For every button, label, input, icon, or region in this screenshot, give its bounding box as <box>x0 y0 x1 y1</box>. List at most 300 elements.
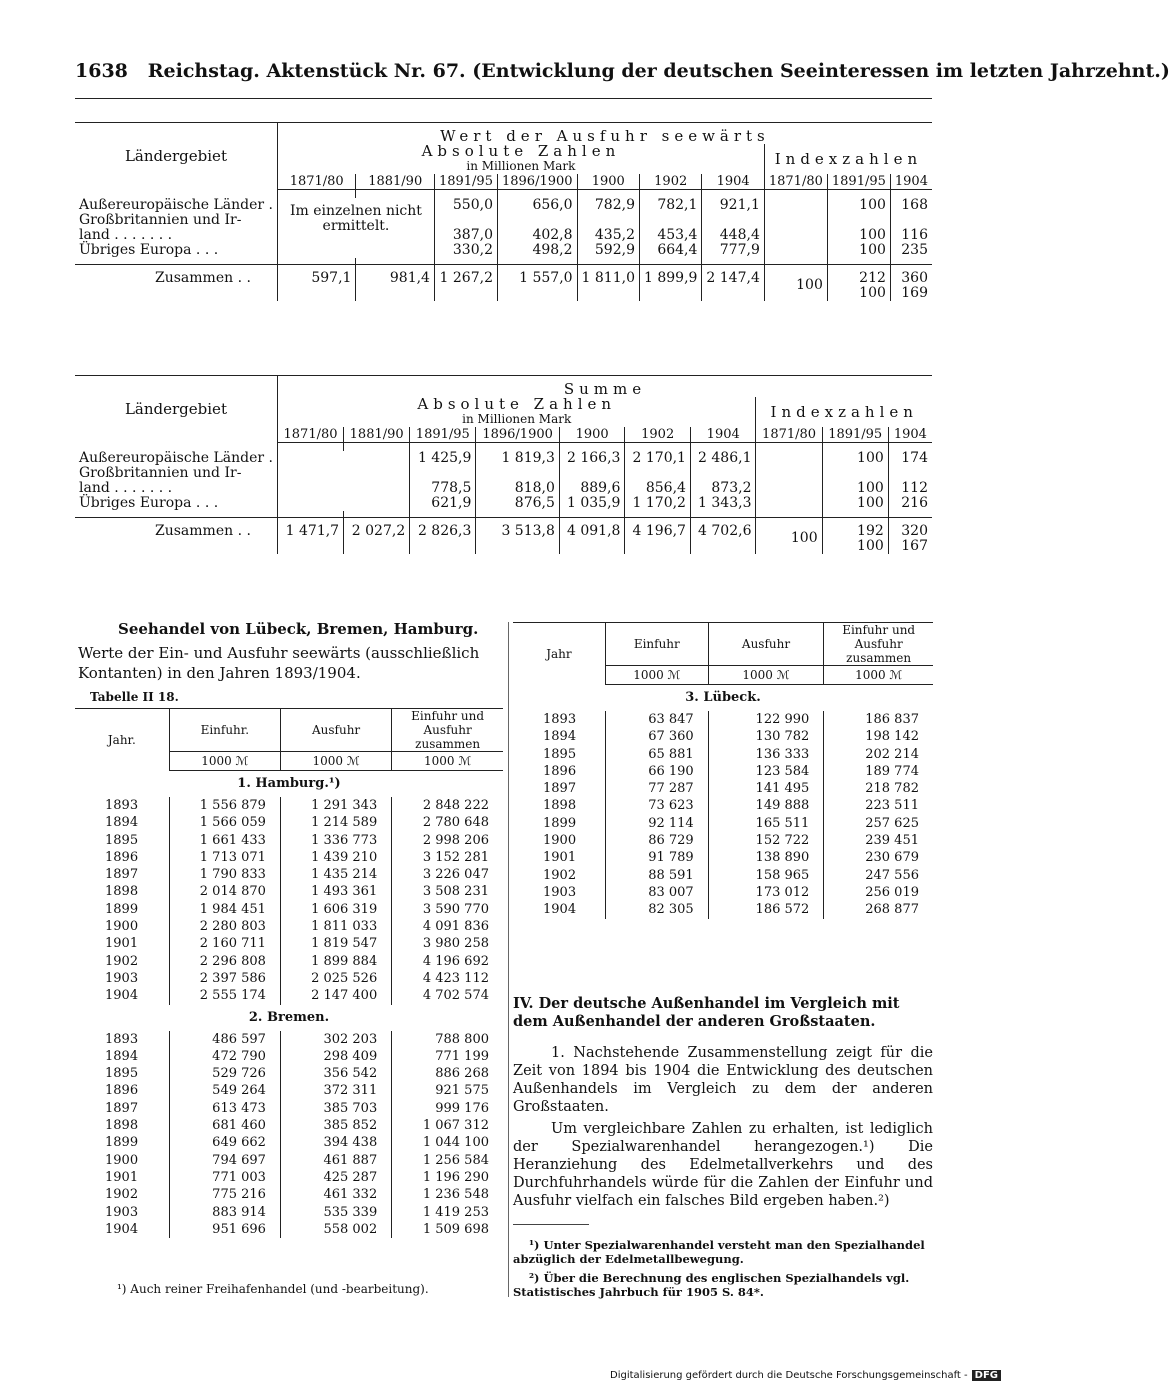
year-header: 1904 <box>690 427 756 443</box>
data-row <box>75 198 932 213</box>
value-cell: 2 280 803 <box>169 918 280 935</box>
year-cell: 1901 <box>75 1169 169 1186</box>
value-cell: 1 984 451 <box>169 901 280 918</box>
table-row <box>75 953 503 970</box>
year-cell: 1898 <box>75 1117 169 1134</box>
value-cell: 186 837 <box>865 712 919 727</box>
index-cell <box>756 451 822 466</box>
value-cell: 2 486,1 <box>690 451 756 466</box>
index-cell <box>764 198 827 213</box>
total-index-alt: 167 <box>901 537 928 554</box>
section-subtitle: Werte der Ein- und Ausfuhr seewärts (ausschließlich Kontanten) in den Jahren 1893/1904. <box>78 644 480 682</box>
value-cell: 771 003 <box>169 1169 280 1186</box>
abs-header-label: Absolute Zahlen <box>417 395 617 413</box>
value-cell: 664,4 <box>639 243 701 258</box>
value-cell: 356 542 <box>280 1065 391 1082</box>
value-cell: 136 333 <box>708 746 824 763</box>
year-header: 1871/80 <box>277 174 356 190</box>
section-title: Seehandel von Lübeck, Bremen, Hamburg. <box>118 620 479 638</box>
header-row <box>75 376 932 398</box>
value-cell: 1 067 312 <box>422 1118 489 1134</box>
land-header: Ländergebiet <box>75 376 277 443</box>
index-year-header: 1871/80 <box>756 427 822 443</box>
dfg-logo: DFG <box>972 1370 1001 1381</box>
year-cell: 1900 <box>75 1152 169 1169</box>
value-cell: 202 214 <box>865 746 919 762</box>
value-cell: 535 339 <box>280 1204 391 1221</box>
index-cell <box>827 213 890 228</box>
index-header: Indexzahlen <box>774 149 923 168</box>
value-cell: 889,6 <box>559 481 625 496</box>
total-cell: 1 557,0 <box>497 264 577 301</box>
table-row <box>513 849 933 866</box>
value-cell: 1 509 698 <box>422 1221 489 1237</box>
unit-cell: 1000 ℳ <box>169 752 280 771</box>
year-cell: 1904 <box>513 901 605 918</box>
total-index: 320 <box>901 522 928 539</box>
value-cell: 771 199 <box>435 1048 489 1064</box>
footnote-1: ¹) Unter Spezialwarenhandel versteht man den Spezialhandel abzüglich der Edelmetallbewegung. <box>513 1238 925 1266</box>
value-cell <box>476 466 560 481</box>
group-row <box>75 771 503 798</box>
value-cell: 1 256 584 <box>422 1152 489 1168</box>
value-cell: 302 203 <box>280 1031 391 1048</box>
value-cell <box>702 213 764 228</box>
table-row <box>513 746 933 763</box>
value-cell: 1 661 433 <box>169 832 280 849</box>
table-row <box>75 901 503 918</box>
abs-unit: in Millionen Mark <box>462 412 572 426</box>
value-cell: 2 555 174 <box>169 987 280 1004</box>
year-cell: 1903 <box>75 970 169 987</box>
value-cell: 775 216 <box>169 1186 280 1203</box>
value-cell: 387,0 <box>434 228 497 243</box>
value-cell: 448,4 <box>702 228 764 243</box>
table-row <box>75 849 503 866</box>
value-cell <box>639 213 701 228</box>
value-cell: 4 196 692 <box>422 953 489 969</box>
year-cell: 1902 <box>75 953 169 970</box>
value-cell: 86 729 <box>605 832 708 849</box>
import-col-header: Einfuhr. <box>169 709 280 752</box>
value-cell: 3 152 281 <box>422 849 489 865</box>
table-row <box>75 1204 503 1221</box>
header-row <box>513 623 933 666</box>
group-title: 2. Bremen. <box>248 1009 330 1025</box>
value-cell: 856,4 <box>625 481 691 496</box>
index-cell: 235 <box>901 241 928 258</box>
total-cell: 3 513,8 <box>476 517 560 554</box>
index-cell: 100 <box>822 451 888 466</box>
index-cell: 112 <box>901 479 928 496</box>
value-cell: 592,9 <box>577 243 639 258</box>
table-footnote: ¹) Auch reiner Freihafenhandel (und -bearbeitung). <box>117 1282 429 1296</box>
value-cell: 472 790 <box>169 1048 280 1065</box>
total-row <box>75 264 932 301</box>
year-cell: 1894 <box>513 728 605 745</box>
table-row <box>513 815 933 832</box>
value-cell: 782,1 <box>639 198 701 213</box>
value-cell: 558 002 <box>280 1221 391 1238</box>
unit-cell: 1000 ℳ <box>280 752 391 771</box>
value-cell: 876,5 <box>476 496 560 511</box>
table-row <box>513 728 933 745</box>
region-label: Großbritannien und Ir- <box>75 466 277 481</box>
year-header: 1900 <box>559 427 625 443</box>
value-cell: 3 590 770 <box>422 901 489 917</box>
index-cell <box>756 496 822 511</box>
table-row <box>75 883 503 900</box>
table-row <box>75 1048 503 1065</box>
year-cell: 1901 <box>75 935 169 952</box>
value-cell: 951 696 <box>169 1221 280 1238</box>
total-cell: 597,1 <box>277 264 356 301</box>
year-cell: 1893 <box>75 797 169 814</box>
value-cell: 92 114 <box>605 815 708 832</box>
total-cell: 1 899,9 <box>639 264 701 301</box>
page-header <box>75 60 1170 82</box>
value-cell: 1 819 547 <box>280 935 391 952</box>
value-cell: 1 214 589 <box>280 814 391 831</box>
value-cell: 550,0 <box>434 198 497 213</box>
value-cell: 435,2 <box>577 228 639 243</box>
value-cell: 777,9 <box>702 243 764 258</box>
total-col-header: Einfuhr und Ausfuhr zusammen <box>824 623 933 666</box>
year-cell: 1897 <box>513 780 605 797</box>
value-cell: 88 591 <box>605 867 708 884</box>
value-cell: 218 782 <box>865 781 919 797</box>
region-label: Übriges Europa . . . <box>75 496 277 511</box>
value-cell: 873,2 <box>690 481 756 496</box>
value-cell: 1 819,3 <box>476 451 560 466</box>
year-cell: 1902 <box>75 1186 169 1203</box>
luebeck-table <box>513 622 933 919</box>
index-cell <box>756 466 822 481</box>
table-row <box>75 1065 503 1082</box>
value-cell: 2 780 648 <box>422 815 489 831</box>
value-cell: 886 268 <box>435 1066 489 1082</box>
footnote-2: ²) Über die Berechnung des englischen Spezialhandels vgl. Statistisches Jahrbuch für 1905 S. 84*. <box>513 1271 910 1299</box>
value-cell: 681 460 <box>169 1117 280 1134</box>
year-cell: 1904 <box>75 987 169 1004</box>
value-cell: 461 887 <box>280 1152 391 1169</box>
group-row <box>75 1005 503 1031</box>
table-row <box>75 1031 503 1048</box>
not-determined-note: Im einzelnen nicht ermittelt. <box>277 198 434 258</box>
value-cell: 1 493 361 <box>280 883 391 900</box>
unit-cell: 1000 ℳ <box>708 666 824 685</box>
table-row <box>75 935 503 952</box>
total-cell: 2 826,3 <box>410 517 476 554</box>
value-cell: 921,1 <box>702 198 764 213</box>
value-cell: 794 697 <box>169 1152 280 1169</box>
value-cell: 257 625 <box>865 815 919 831</box>
total-label: Zusammen . . <box>75 264 277 301</box>
index-cell: 100 <box>827 243 890 258</box>
value-cell: 385 852 <box>280 1117 391 1134</box>
table-row <box>513 763 933 780</box>
value-cell: 158 965 <box>708 867 824 884</box>
value-cell: 782,9 <box>577 198 639 213</box>
table-row <box>75 1082 503 1099</box>
value-cell: 3 226 047 <box>422 867 489 883</box>
value-cell: 498,2 <box>497 243 577 258</box>
region-label: land . . . . . . . <box>75 481 277 496</box>
total-row <box>75 517 932 554</box>
year-cell: 1898 <box>75 883 169 900</box>
region-label: land . . . . . . . <box>75 228 277 243</box>
value-cell: 1 556 879 <box>169 797 280 814</box>
header-row <box>75 123 932 145</box>
table-row <box>513 901 933 918</box>
year-cell: 1903 <box>513 884 605 901</box>
value-cell: 385 703 <box>280 1100 391 1117</box>
header-rule <box>75 98 932 99</box>
index-cell <box>764 228 827 243</box>
index-year-header: 1891/95 <box>827 174 890 190</box>
export-value-table <box>75 122 932 301</box>
year-cell: 1904 <box>75 1221 169 1238</box>
index-cell: 168 <box>901 196 928 213</box>
value-cell: 425 287 <box>280 1169 391 1186</box>
total-index-cell <box>764 264 827 301</box>
value-cell: 189 774 <box>865 763 919 779</box>
year-cell: 1900 <box>75 918 169 935</box>
total-cell: 2 027,2 <box>344 517 410 554</box>
total-cell: 4 196,7 <box>625 517 691 554</box>
value-cell: 1 566 059 <box>169 814 280 831</box>
table-row <box>513 832 933 849</box>
table-row <box>513 780 933 797</box>
page-number: 1638 <box>75 60 128 82</box>
value-cell: 83 007 <box>605 884 708 901</box>
table-title: Wert der Ausfuhr seewärts <box>277 123 932 145</box>
value-cell: 4 423 112 <box>422 970 489 986</box>
value-cell: 1 425,9 <box>410 451 476 466</box>
year-cell: 1903 <box>75 1204 169 1221</box>
group-row <box>513 685 933 712</box>
value-cell: 999 176 <box>435 1100 489 1116</box>
value-cell <box>559 466 625 481</box>
total-index: 100 <box>790 530 818 546</box>
value-cell <box>497 213 577 228</box>
column-divider <box>508 622 509 1297</box>
value-cell: 63 847 <box>605 711 708 728</box>
total-index-cell <box>890 264 932 301</box>
value-cell: 549 264 <box>169 1082 280 1099</box>
table-row <box>75 970 503 987</box>
total-cell: 1 471,7 <box>277 517 343 554</box>
year-col-header: Jahr <box>513 623 605 685</box>
year-cell: 1898 <box>513 797 605 814</box>
data-row <box>75 481 932 496</box>
table-row <box>75 1186 503 1203</box>
value-cell: 1 419 253 <box>422 1204 489 1220</box>
table-row <box>75 832 503 849</box>
value-cell: 818,0 <box>476 481 560 496</box>
value-cell: 3 508 231 <box>422 884 489 900</box>
year-cell: 1895 <box>75 832 169 849</box>
year-col-header: Jahr. <box>75 709 169 771</box>
value-cell: 152 722 <box>708 832 824 849</box>
value-cell: 883 914 <box>169 1204 280 1221</box>
value-cell: 298 409 <box>280 1048 391 1065</box>
value-cell: 1 044 100 <box>422 1135 489 1151</box>
value-cell: 1 170,2 <box>625 496 691 511</box>
value-cell: 1 236 548 <box>422 1187 489 1203</box>
year-header: 1896/1900 <box>497 174 577 190</box>
unit-cell: 1000 ℳ <box>824 666 933 685</box>
year-cell: 1893 <box>513 711 605 728</box>
year-header: 1871/80 <box>277 427 343 443</box>
year-cell: 1894 <box>75 1048 169 1065</box>
index-cell: 100 <box>822 481 888 496</box>
year-cell: 1899 <box>513 815 605 832</box>
value-cell: 1 035,9 <box>559 496 625 511</box>
land-header: Ländergebiet <box>75 123 277 190</box>
total-cell: 1 267,2 <box>434 264 497 301</box>
not-determined-note <box>277 451 409 511</box>
total-label: Zusammen . . <box>75 517 277 554</box>
value-cell: 1 336 773 <box>280 832 391 849</box>
data-row <box>75 213 932 228</box>
year-header: 1900 <box>577 174 639 190</box>
value-cell: 1 606 319 <box>280 901 391 918</box>
unit-cell: 1000 ℳ <box>392 752 503 771</box>
index-year-header: 1904 <box>888 427 932 443</box>
index-cell <box>764 243 827 258</box>
value-cell: 173 012 <box>708 884 824 901</box>
data-row <box>75 243 932 258</box>
value-cell <box>410 466 476 481</box>
table-row <box>75 814 503 831</box>
index-year-header: 1904 <box>890 174 932 190</box>
total-cell: 4 702,6 <box>690 517 756 554</box>
header-row <box>75 709 503 752</box>
digitization-credit <box>610 1370 1001 1381</box>
table-row <box>75 1169 503 1186</box>
table-row <box>75 797 503 814</box>
value-cell: 165 511 <box>708 815 824 832</box>
region-label: Außereuropäische Länder . <box>75 198 277 213</box>
value-cell: 4 702 574 <box>422 988 489 1004</box>
table-row <box>75 1221 503 1238</box>
value-cell: 372 311 <box>280 1082 391 1099</box>
value-cell: 621,9 <box>410 496 476 511</box>
total-cell: 4 091,8 <box>559 517 625 554</box>
value-cell: 141 495 <box>708 780 824 797</box>
export-col-header: Ausfuhr <box>280 709 391 752</box>
value-cell: 122 990 <box>708 711 824 728</box>
value-cell: 138 890 <box>708 849 824 866</box>
year-cell: 1900 <box>513 832 605 849</box>
index-cell: 100 <box>827 228 890 243</box>
data-row <box>75 496 932 511</box>
year-cell: 1894 <box>75 814 169 831</box>
value-cell: 1 439 210 <box>280 849 391 866</box>
value-cell: 402,8 <box>497 228 577 243</box>
value-cell: 256 019 <box>865 884 919 900</box>
index-cell: 100 <box>822 496 888 511</box>
index-cell <box>822 466 888 481</box>
value-cell: 123 584 <box>708 763 824 780</box>
value-cell: 73 623 <box>605 797 708 814</box>
value-cell: 130 782 <box>708 728 824 745</box>
value-cell: 82 305 <box>605 901 708 918</box>
group-title: 3. Lübeck. <box>685 690 761 705</box>
abs-header <box>277 397 756 427</box>
index-cell: 116 <box>901 226 928 243</box>
value-cell: 2 848 222 <box>422 798 489 813</box>
value-cell: 921 575 <box>435 1083 489 1099</box>
value-cell: 77 287 <box>605 780 708 797</box>
table-row <box>75 866 503 883</box>
export-col-header: Ausfuhr <box>708 623 824 666</box>
value-cell: 529 726 <box>169 1065 280 1082</box>
total-index-cell <box>888 517 932 554</box>
hamburg-bremen-table <box>75 708 503 1238</box>
index-year-header: 1891/95 <box>822 427 888 443</box>
year-cell: 1899 <box>75 1134 169 1151</box>
value-cell: 656,0 <box>497 198 577 213</box>
index-cell <box>890 213 932 228</box>
value-cell: 778,5 <box>410 481 476 496</box>
value-cell: 91 789 <box>605 849 708 866</box>
value-cell: 1 811 033 <box>280 918 391 935</box>
abs-header-label: Absolute Zahlen <box>421 142 621 160</box>
year-header: 1891/95 <box>434 174 497 190</box>
value-cell: 453,4 <box>639 228 701 243</box>
table-row <box>75 1100 503 1117</box>
value-cell: 394 438 <box>280 1134 391 1151</box>
table-row <box>75 918 503 935</box>
index-cell: 216 <box>901 494 928 511</box>
import-col-header: Einfuhr <box>605 623 708 666</box>
year-header: 1902 <box>639 174 701 190</box>
year-cell: 1895 <box>513 746 605 763</box>
value-cell: 2 166,3 <box>559 451 625 466</box>
value-cell: 2 296 808 <box>169 953 280 970</box>
value-cell: 65 881 <box>605 746 708 763</box>
year-cell: 1902 <box>513 867 605 884</box>
table-row <box>75 987 503 1004</box>
value-cell: 2 998 206 <box>422 832 489 848</box>
year-cell: 1895 <box>75 1065 169 1082</box>
total-index-cell <box>827 264 890 301</box>
year-header: 1904 <box>702 174 764 190</box>
value-cell: 788 800 <box>435 1031 489 1047</box>
value-cell: 149 888 <box>708 797 824 814</box>
data-row <box>75 228 932 243</box>
value-cell: 2 160 711 <box>169 935 280 952</box>
total-col-header: Einfuhr und Ausfuhr zusammen <box>392 709 503 752</box>
total-index-cell <box>756 517 822 554</box>
table-label: Tabelle II 18. <box>90 690 179 704</box>
value-cell: 3 980 258 <box>422 936 489 952</box>
value-cell: 198 142 <box>865 729 919 745</box>
value-cell: 486 597 <box>169 1031 280 1048</box>
year-header: 1881/90 <box>344 427 410 443</box>
sum-table <box>75 375 932 554</box>
value-cell: 2 170,1 <box>625 451 691 466</box>
total-index: 100 <box>796 277 823 293</box>
value-cell: 1 713 071 <box>169 849 280 866</box>
total-index-alt: 169 <box>901 284 928 301</box>
data-row <box>75 451 932 466</box>
index-header: Indexzahlen <box>770 402 918 421</box>
table-row <box>75 1152 503 1169</box>
value-cell: 2 014 870 <box>169 883 280 900</box>
